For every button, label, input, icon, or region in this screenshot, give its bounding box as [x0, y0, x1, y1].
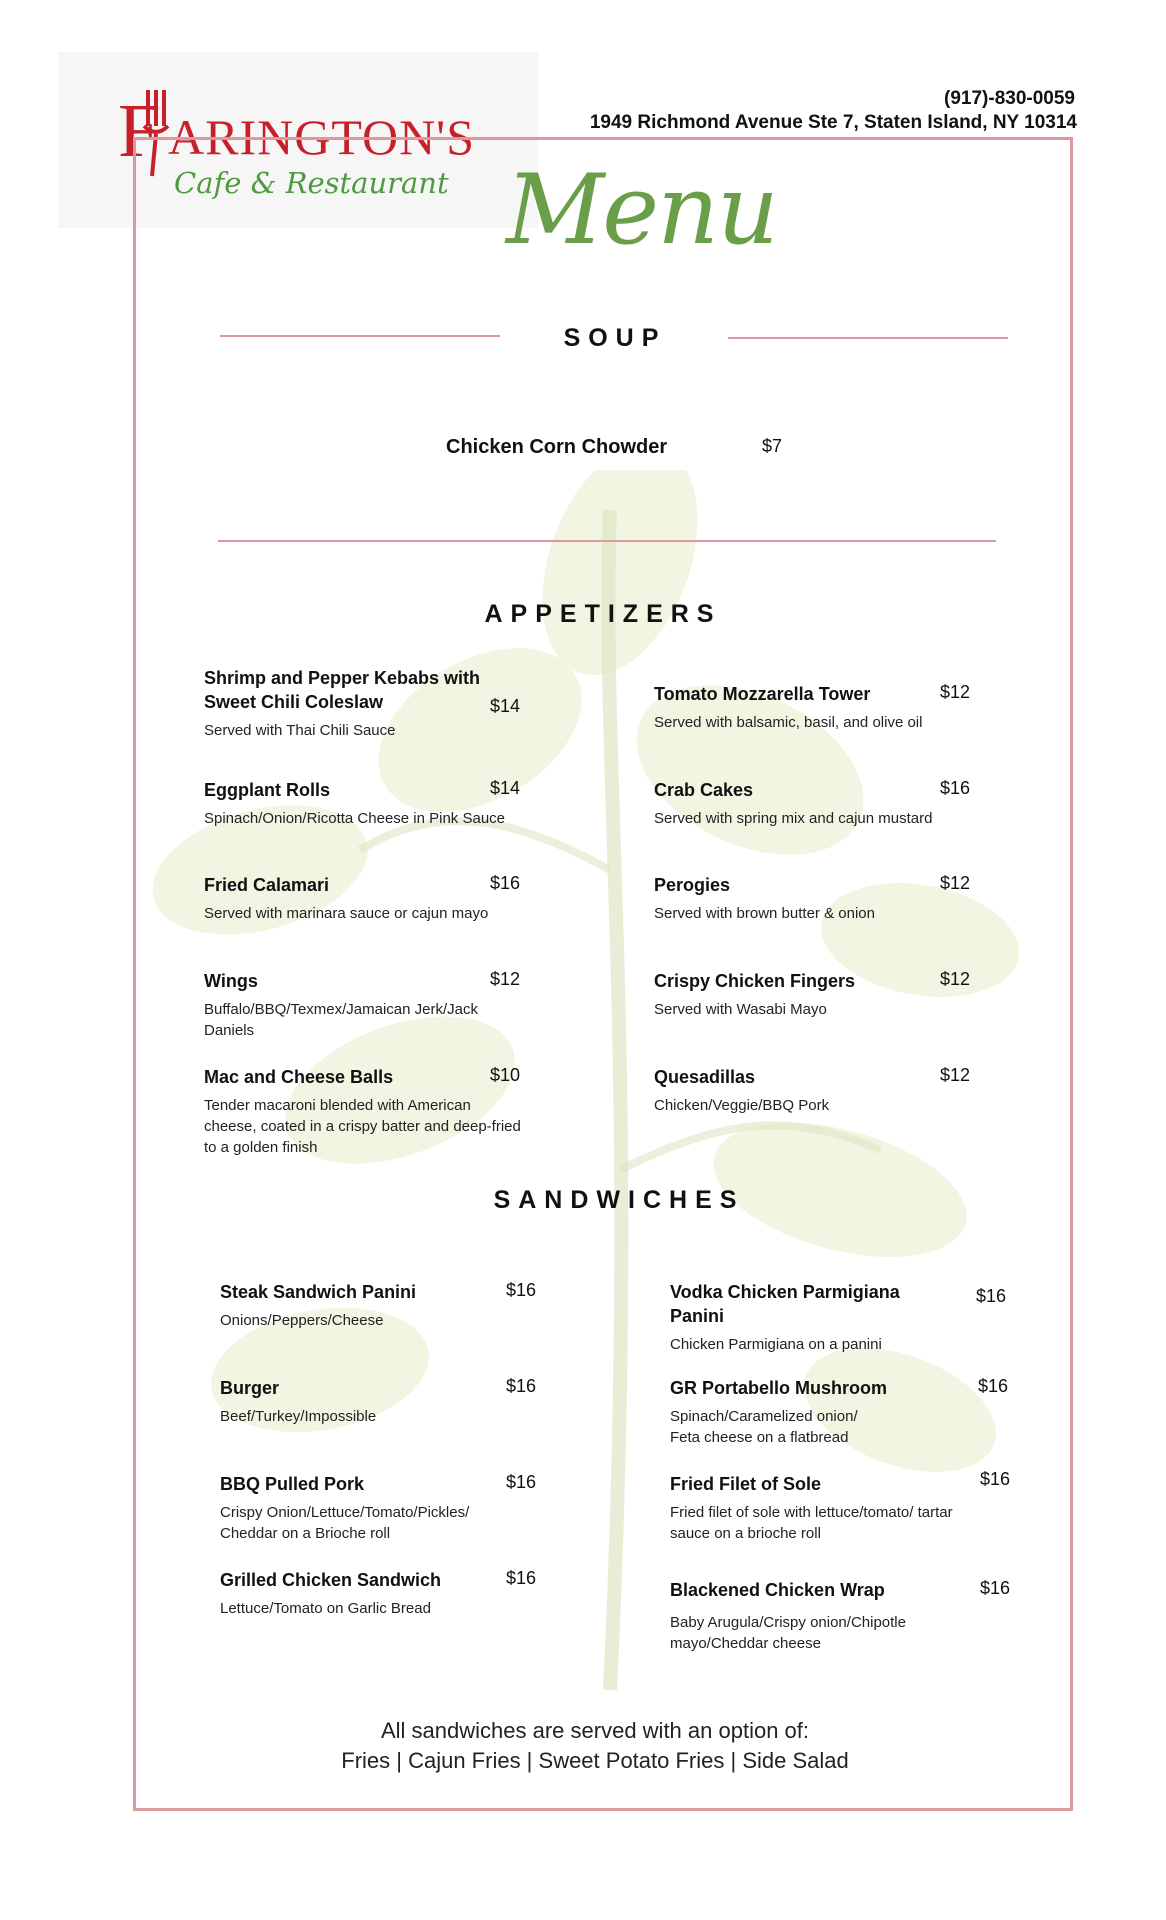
menu-title: Menu: [506, 154, 777, 266]
menu-item: [670, 1472, 960, 1544]
menu-item: [670, 1578, 960, 1654]
section-title-soup: SOUP: [563, 324, 667, 352]
item-name: Eggplant Rolls: [204, 780, 330, 800]
item-name: Vodka Chicken Parmigiana Panini: [670, 1282, 900, 1326]
item-name: Grilled Chicken Sandwich: [220, 1570, 442, 1590]
item-name: Fried Calamari: [204, 875, 330, 895]
item-price: $14: [490, 778, 521, 798]
menu-item: [204, 969, 524, 1041]
logo-subtitle: Cafe & Restaurant: [174, 166, 449, 200]
menu-item: [204, 666, 534, 741]
item-price: $12: [940, 682, 971, 702]
item-description: Crispy Onion/Lettuce/Tomato/Pickles/ Cheddar on a Brioche roll: [220, 1504, 470, 1542]
item-name: Shrimp and Pepper Kebabs with Sweet Chili Coleslaw: [204, 668, 481, 712]
item-description: Served with brown butter & onion: [654, 905, 875, 922]
item-price: $12: [490, 969, 521, 989]
phone-number: (917)-830-0059: [944, 88, 1075, 109]
item-price: $16: [978, 1376, 1009, 1396]
item-price: $16: [980, 1578, 1011, 1598]
item-name: Crab Cakes: [654, 780, 754, 800]
address: 1949 Richmond Avenue Ste 7, Staten Island, NY 10314: [589, 112, 1077, 133]
item-description: Beef/Turkey/Impossible: [220, 1408, 377, 1425]
menu-item: [654, 682, 974, 733]
menu-item: [204, 1065, 524, 1158]
item-description: Served with marinara sauce or cajun mayo: [204, 905, 489, 922]
item-name: Crispy Chicken Fingers: [654, 971, 856, 991]
menu-item: [654, 969, 974, 1020]
item-description: Chicken/Veggie/BBQ Pork: [654, 1097, 830, 1114]
item-name: GR Portabello Mushroom: [670, 1378, 888, 1398]
item-price: $16: [490, 873, 521, 893]
logo-wordmark: ARINGTON'S: [168, 109, 475, 165]
logo-initial: F: [118, 89, 161, 173]
item-name: Blackened Chicken Wrap: [670, 1580, 885, 1600]
menu-item: [220, 1568, 520, 1619]
item-price: $16: [980, 1469, 1011, 1489]
item-description: Lettuce/Tomato on Garlic Bread: [220, 1600, 431, 1617]
section-title-sandwiches: SANDWICHES: [493, 1186, 745, 1214]
item-price: $14: [490, 696, 521, 716]
item-name: Quesadillas: [654, 1067, 756, 1087]
item-name: Perogies: [654, 875, 731, 895]
item-name: Chicken Corn Chowder: [446, 436, 668, 458]
menu-item: [220, 1376, 520, 1427]
item-price: $16: [506, 1280, 537, 1300]
item-price: $16: [506, 1376, 537, 1396]
item-price: $12: [940, 969, 971, 989]
item-price: $7: [762, 436, 783, 456]
item-name: Fried Filet of Sole: [670, 1474, 822, 1494]
item-price: $10: [490, 1065, 521, 1085]
menu-item: [446, 435, 667, 459]
menu-item: [654, 778, 974, 829]
item-price: $16: [506, 1472, 537, 1492]
item-description: Served with balsamic, basil, and olive oil: [654, 714, 923, 731]
item-description: Chicken Parmigiana on a panini: [670, 1336, 882, 1353]
item-price: $12: [940, 873, 971, 893]
sides-note-intro: All sandwiches are served with an option of:: [380, 1718, 809, 1743]
menu-item: [220, 1280, 520, 1331]
item-name: Steak Sandwich Panini: [220, 1282, 417, 1302]
item-name: BBQ Pulled Pork: [220, 1474, 365, 1494]
menu-item: [220, 1472, 520, 1544]
item-description: Spinach/Onion/Ricotta Cheese in Pink Sauce: [204, 810, 506, 827]
section-title-appetizers: APPETIZERS: [484, 600, 722, 628]
item-description: Tender macaroni blended with American cheese, coated in a crispy batter and deep-fried to a golden finish: [204, 1097, 521, 1156]
item-price: $16: [506, 1568, 537, 1588]
item-description: Baby Arugula/Crispy onion/Chipotle mayo/Cheddar cheese: [670, 1614, 906, 1652]
menu-item: [670, 1280, 950, 1355]
item-name: Tomato Mozzarella Tower: [654, 684, 871, 704]
item-description: Spinach/Caramelized onion/ Feta cheese on a flatbread: [670, 1408, 858, 1446]
item-price: $16: [976, 1286, 1007, 1306]
menu-item: [654, 1065, 974, 1116]
item-name: Burger: [220, 1378, 280, 1398]
item-description: Onions/Peppers/Cheese: [220, 1312, 384, 1329]
menu-item: [670, 1376, 960, 1448]
item-description: Fried filet of sole with lettuce/tomato/ tartar sauce on a brioche roll: [670, 1504, 953, 1542]
item-price: $16: [940, 778, 971, 798]
item-description: Served with Wasabi Mayo: [654, 1001, 827, 1018]
item-description: Served with spring mix and cajun mustard: [654, 810, 933, 827]
item-name: Mac and Cheese Balls: [204, 1067, 394, 1087]
item-description: Buffalo/BBQ/Texmex/Jamaican Jerk/Jack Daniels: [204, 1001, 478, 1039]
item-name: Wings: [204, 971, 258, 991]
divider: [218, 540, 996, 542]
item-description: Served with Thai Chili Sauce: [204, 722, 396, 739]
item-price: $12: [940, 1065, 971, 1085]
menu-item: [654, 873, 974, 924]
sides-note-options: Fries | Cajun Fries | Sweet Potato Fries | Side Salad: [341, 1748, 849, 1773]
